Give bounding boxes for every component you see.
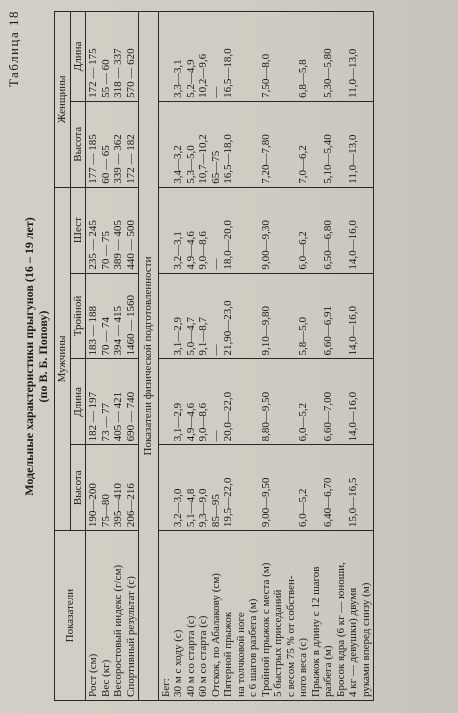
table-cell: 7,50—8,0 [259, 53, 272, 98]
header-col: Тройной [70, 273, 86, 359]
table-cell [160, 105, 173, 184]
table-cell: 5,2—4,9 [184, 59, 197, 98]
indicator-label: Рост (см) [87, 653, 99, 697]
caption-author: (по В. Б. Попову) [36, 310, 50, 403]
section-row [139, 12, 159, 701]
indicator-label: Весоростовый индекс (г/см) [112, 564, 124, 697]
indicator-label: 30 м с ходу (с) [172, 629, 184, 697]
table-cell: 1460 — 1560 [124, 294, 137, 356]
header-col: Высота [70, 101, 86, 187]
indicator-label: Вес (кг) [99, 659, 112, 697]
table-cell: 73 — 77 [99, 402, 112, 442]
table-cell [160, 277, 173, 356]
table-cell: — [209, 430, 222, 442]
header-men: Мужчины [55, 187, 71, 530]
table-cell: 9,00—9,30 [259, 220, 272, 270]
table-cell: 5,3—5,0 [184, 145, 197, 184]
characteristics-table [54, 11, 374, 701]
header-row-groups [55, 12, 71, 701]
table-cell: 318 — 337 [112, 48, 124, 98]
table-cell: 6,40—6,70 [322, 477, 334, 528]
table-cell: 16,5—18,0 [222, 134, 234, 184]
table-label: Таблица 18 [6, 10, 21, 88]
table-cell [160, 191, 173, 270]
table-cell: 85—95 [209, 494, 222, 528]
table-cell: 9,0—8,6 [197, 231, 209, 270]
indicator-label: Прыжок в длину с 12 шагов [309, 566, 322, 697]
table-cell: 3,2—3,1 [172, 231, 184, 270]
table-cell: — [209, 344, 222, 356]
table-cell: 570 — 620 [124, 48, 137, 98]
table-cell: 15,0—16,5 [347, 477, 359, 528]
table-cell: 3,3—3,1 [172, 59, 184, 98]
table-cell: 172 — 182 [124, 134, 137, 184]
table-cell: 10,7—10,2 [197, 134, 209, 184]
table-cell: 177 — 185 [87, 134, 99, 184]
indicator-label: с 6 шагов разбега (м) [247, 598, 259, 697]
table-cell: 16,5—18,0 [222, 48, 234, 98]
table-cell: 405 — 421 [112, 391, 124, 442]
table-cell: — [209, 258, 222, 270]
indicator-label: 4 кг — девушки) двумя [347, 587, 359, 697]
indicator-label: ного веса (с) [297, 637, 309, 697]
header-col: Шест [70, 187, 86, 273]
table-cell: 3,4—3,2 [172, 145, 184, 184]
table-cell: — [209, 86, 222, 98]
table-cell: 14,0—16,0 [347, 305, 359, 356]
table-cell [160, 448, 173, 527]
table-cell: 55 — 60 [99, 59, 112, 98]
table-cell [160, 362, 173, 441]
table-cell: 4,9—4,6 [184, 231, 197, 270]
table-cell: 75—80 [99, 494, 112, 528]
anthropometry-indicators [86, 531, 139, 701]
indicator-label: Бросок ядра (6 кг — юноши, [334, 562, 347, 697]
physical-indicators [158, 531, 374, 701]
table-cell: 5,0—4,7 [184, 316, 197, 356]
anthropometry-column [86, 359, 139, 445]
table-cell: 60 — 65 [99, 145, 112, 184]
table-cell: 5,8—5,0 [297, 316, 309, 356]
table-cell: 3,1—2,9 [172, 316, 184, 356]
indicator-label: на толчковой ноге [234, 612, 247, 697]
table-cell: 5,10—5,40 [322, 134, 334, 184]
table-cell: 65—75 [209, 150, 222, 184]
table-cell: 206—216 [124, 483, 137, 528]
table-caption [22, 0, 50, 713]
header-col: Высота [70, 445, 86, 531]
anthropometry-column [86, 273, 139, 359]
table-cell: 339 — 362 [112, 134, 124, 184]
indicator-label: Бег: [159, 678, 172, 697]
anthropometry-column [86, 187, 139, 273]
table-cell: 6,8—5,8 [297, 59, 309, 98]
table-cell: 389 — 405 [112, 220, 124, 270]
table-cell: 11,0—13,0 [347, 48, 359, 98]
anthropometry-column [86, 12, 139, 102]
indicator-label: Отскок, по Абалакову (см) [209, 573, 222, 697]
table-cell: 6,60—6,91 [322, 305, 334, 356]
physical-column [158, 359, 374, 445]
physical-column [158, 12, 374, 102]
caption-title: Модельные характеристики прыгунов (16 – 19 лет) [22, 217, 36, 496]
table-cell: 6,60—7,00 [322, 391, 334, 442]
anthropometry-column [86, 101, 139, 187]
indicator-label: с весом 75 % от собствен- [284, 575, 297, 697]
table-cell: 9,10—9,80 [259, 305, 272, 356]
table-cell: 3,1—2,9 [172, 402, 184, 442]
physical-column [158, 187, 374, 273]
table-cell: 6,0—6,2 [297, 231, 309, 270]
anthropometry-column [86, 445, 139, 531]
table-cell: 10,2—9,6 [197, 53, 209, 98]
table-cell: 190—200 [87, 483, 99, 528]
table-cell: 690 — 740 [124, 391, 137, 442]
table-cell: 70 — 75 [99, 231, 112, 270]
indicator-label: Тройной прыжок с места (м) [259, 562, 272, 697]
indicator-label: Спортивный результат (с) [124, 576, 137, 697]
table-cell: 18,0—20,0 [222, 220, 234, 270]
table-cell: 394 — 415 [112, 305, 124, 356]
table-cell: 5,1—4,8 [184, 488, 197, 528]
table-cell: 7,0—6,2 [297, 145, 309, 184]
physical-column [158, 273, 374, 359]
table-cell: 9,1—8,7 [197, 316, 209, 356]
table-cell: 235 — 245 [87, 220, 99, 270]
table-cell: 6,50—6,80 [322, 220, 334, 270]
table-cell: 9,0—8,6 [197, 402, 209, 442]
header-indicators: Показатели [55, 531, 86, 701]
table-cell: 19,5—22,0 [222, 477, 234, 528]
physical-column [158, 101, 374, 187]
section-title: Показатели физической подготовленности [139, 12, 159, 701]
table-cell: 5,30—5,80 [322, 48, 334, 98]
table-cell: 172 — 175 [87, 48, 99, 98]
table-cell: 183 — 188 [87, 305, 99, 356]
table-cell: 21,90—23,0 [222, 300, 234, 356]
table-cell [160, 15, 173, 98]
table-cell: 6,0—5,2 [297, 402, 309, 442]
physical-block [158, 12, 374, 701]
table-cell: 14,0—16,0 [347, 220, 359, 270]
indicator-label: 40 м со старта (с) [184, 615, 197, 697]
table-cell: 70 — 74 [99, 316, 112, 356]
table-cell: 6,0—5,2 [297, 488, 309, 528]
table-cell: 440 — 500 [124, 220, 137, 270]
table-cell: 7,20—7,80 [259, 134, 272, 184]
table-cell: 182 — 197 [87, 391, 99, 442]
table-cell: 3,2—3,0 [172, 488, 184, 528]
indicator-label: Пятерной прыжок [222, 611, 234, 697]
indicator-label: руками вперед снизу (м) [359, 582, 372, 697]
table-cell: 4,9—4,6 [184, 402, 197, 442]
physical-column [158, 445, 374, 531]
table-cell: 9,3—9,0 [197, 488, 209, 528]
indicator-label: 5 быстрых приседаний [272, 589, 284, 697]
table-cell: 395—410 [112, 483, 124, 528]
anthropometry-block [86, 12, 139, 701]
table-cell: 8,80—9,50 [259, 391, 272, 442]
indicator-label: 60 м со старта (с) [197, 615, 209, 697]
table-cell: 20,0—22,0 [222, 391, 234, 442]
indicator-label: разбега (м) [322, 645, 334, 697]
table-cell: 11,0—13,0 [347, 134, 359, 184]
header-col: Длина [70, 12, 86, 102]
header-women: Женщины [55, 12, 71, 188]
header-col: Длина [70, 359, 86, 445]
table-cell: 14,0—16,0 [347, 391, 359, 442]
table-cell: 9,00—9,50 [259, 477, 272, 528]
